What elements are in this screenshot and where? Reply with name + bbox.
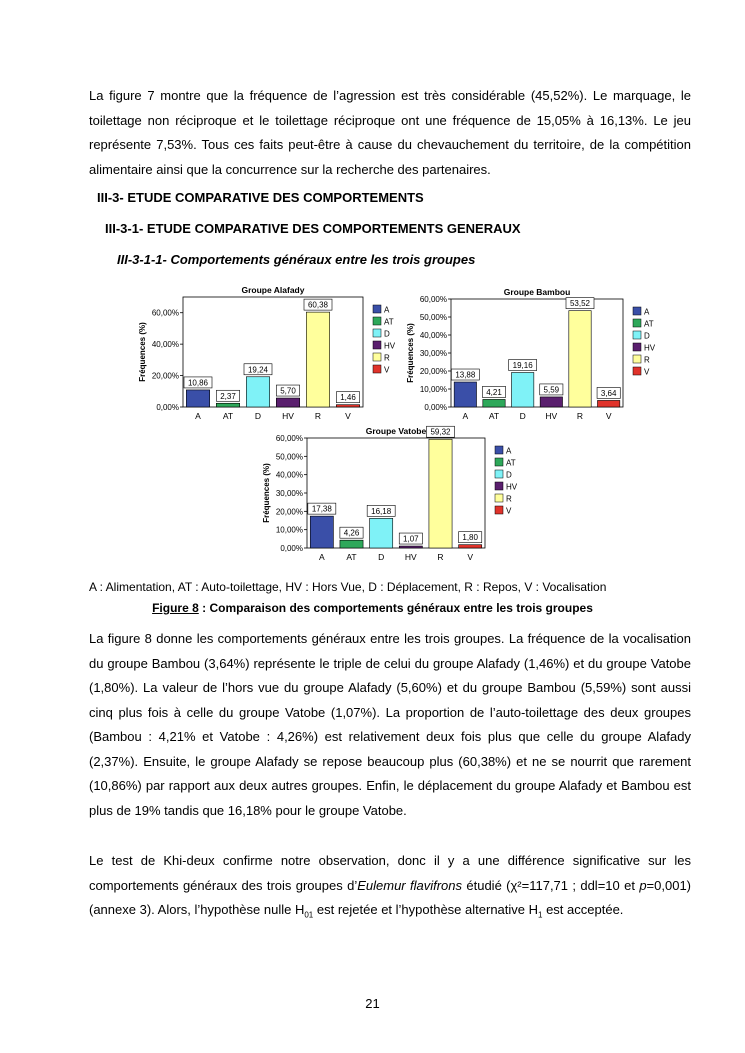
bar-hv <box>540 397 562 407</box>
y-tick-label: 30,00% <box>275 489 303 498</box>
x-tick-label: R <box>576 411 584 421</box>
legend-label: R <box>644 355 650 365</box>
bar-v <box>597 400 619 407</box>
bar-a <box>186 390 209 407</box>
y-tick-label: 20,00% <box>151 371 179 381</box>
data-label: 4,26 <box>343 528 360 538</box>
legend-label: D <box>644 331 650 341</box>
legend-label: AT <box>384 317 394 327</box>
chart-alafady <box>128 283 418 433</box>
legend-label: D <box>384 329 390 339</box>
data-label: 1,46 <box>340 393 356 403</box>
bar-a <box>310 516 333 548</box>
legend-label: R <box>384 353 390 363</box>
y-tick-label: 60,00% <box>151 308 179 318</box>
legend-label: R <box>506 494 512 504</box>
x-tick-label: A <box>195 411 201 421</box>
legend-swatch-r <box>373 353 381 361</box>
x-tick-label: V <box>605 411 612 421</box>
y-axis-label: Fréquences (%) <box>406 323 415 383</box>
legend-swatch-v <box>373 365 381 373</box>
x-tick-label: D <box>519 411 526 421</box>
bar-d <box>511 373 533 407</box>
x-tick-label: AT <box>488 411 500 421</box>
legend-swatch-r <box>495 494 503 502</box>
page-number: 21 <box>365 996 380 1011</box>
chi-text-3: =0,001) (annexe 3). Alors, l’hypothèse nulle H <box>89 877 691 917</box>
legend-label: D <box>506 470 512 480</box>
legend-label: A <box>384 305 390 315</box>
legend-swatch-d <box>373 329 381 337</box>
h0-subscript: 01 <box>304 910 314 920</box>
legend-label: V <box>644 367 650 377</box>
y-tick-label: 0,00% <box>280 544 303 553</box>
chart-title: Groupe Vatobe <box>365 426 427 436</box>
legend-swatch-d <box>633 331 641 339</box>
species-name: Eulemur flavifrons <box>357 877 463 893</box>
data-label: 10,86 <box>187 378 209 388</box>
x-tick-label: AT <box>222 411 234 421</box>
data-label: 19,16 <box>512 361 533 371</box>
legend-swatch-v <box>633 367 641 375</box>
data-label: 2,37 <box>220 391 236 401</box>
data-label: 16,18 <box>371 506 392 516</box>
data-label: 59,32 <box>430 427 451 437</box>
legend-swatch-d <box>495 470 503 478</box>
legend-label: V <box>384 365 390 375</box>
y-tick-label: 50,00% <box>275 452 303 462</box>
data-label: 3,64 <box>600 388 617 398</box>
y-tick-label: 20,00% <box>419 367 447 376</box>
legend-label: A <box>506 446 512 456</box>
legend-swatch-at <box>373 317 381 325</box>
data-label: 5,70 <box>280 386 296 396</box>
legend-swatch-hv <box>373 341 381 349</box>
y-axis-label: Fréquences (%) <box>262 463 271 523</box>
x-tick-label: R <box>314 411 322 421</box>
bar-d <box>370 518 393 548</box>
paragraph-chi-square <box>89 849 691 928</box>
data-label: 60,38 <box>307 300 329 310</box>
figure-caption-text: : Comparaison des comportements généraux entre les trois groupes <box>198 601 593 615</box>
data-label: 19,24 <box>247 365 269 375</box>
chi-text-4: est rejetée et l’hypothèse alternative H <box>313 902 539 917</box>
y-axis-label: Fréquences (%) <box>138 322 147 382</box>
bar-a <box>454 382 476 407</box>
legend-swatch-r <box>633 355 641 363</box>
legend-swatch-hv <box>495 482 503 490</box>
y-tick-label: 40,00% <box>151 340 179 350</box>
y-tick-label: 0,00% <box>156 403 179 412</box>
figure-label: Figure 8 <box>152 601 199 615</box>
data-label: 1,80 <box>462 533 478 543</box>
legend-label: HV <box>644 343 656 353</box>
bar-d <box>246 377 269 407</box>
legend-label: HV <box>506 482 518 492</box>
x-tick-label: V <box>467 552 474 562</box>
bar-r <box>306 312 329 407</box>
subsection-heading: III-3-1- ETUDE COMPARATIVE DES COMPORTEMENTS GENERAUX <box>105 221 521 236</box>
x-tick-label: A <box>462 411 469 421</box>
chi-text-1: Le test de Khi-deux confirme notre observation, donc il y a une différence significative sur les comportements généraux des trois groupes d’ <box>89 853 691 893</box>
legend-key: A : Alimentation, AT : Auto-toilettage, HV : Hors Vue, D : Déplacement, R : Repos, V : Vocalisation <box>89 580 607 594</box>
chi-text-2: étudié (χ²=117,71 ; ddl=10 et <box>462 877 640 893</box>
chart-vatobe <box>254 424 544 574</box>
y-tick-label: 50,00% <box>419 313 447 322</box>
x-tick-label: V <box>345 411 351 421</box>
paragraph-comparison: La figure 8 donne les comportements généraux entre les trois groupes. La fréquence de la vocalisation du groupe Bambou (3,64%) représente le triple de celui du groupe Alafady (1,46%) et du groupe Vatobe (1,80%). La valeur de l’hors vue du groupe Alafady (5,60%) et du groupe Bambou (5,59%) sont aussi cinq plus fois à celle du groupe Vatobe (1,07%). La proportion de l’auto-toilettage des deux groupes (Bambou : 4,21% et Vatobe : 4,26%) est relativement deux fois plus que celle du groupe Alafady (2,37%). Ensuite, le groupe Alafady se repose beaucoup plus (60,38%) et ne se nourrit que rarement (10,86%) par rapport aux deux autres groupes. Enfin, le déplacement du groupe Alafady et Bambou est plus de 19% tandis que 16,18% pour le groupe Vatobe. <box>89 631 691 818</box>
y-tick-label: 40,00% <box>419 331 447 340</box>
legend-swatch-v <box>495 506 503 514</box>
bar-at <box>340 540 363 548</box>
data-label: 13,88 <box>455 370 476 380</box>
y-tick-label: 60,00% <box>419 295 447 304</box>
data-label: 5,59 <box>543 385 560 395</box>
legend-label: AT <box>644 319 654 329</box>
h1-subscript: 1 <box>538 910 543 920</box>
bar-at <box>483 399 505 407</box>
figure-caption <box>0 601 745 615</box>
bar-hv <box>399 546 422 548</box>
data-label: 17,38 <box>311 504 332 514</box>
data-label: 4,21 <box>486 387 502 397</box>
x-tick-label: D <box>254 411 262 421</box>
legend-swatch-at <box>495 458 503 466</box>
y-tick-label: 10,00% <box>419 385 447 394</box>
y-tick-label: 40,00% <box>275 470 303 480</box>
legend-swatch-at <box>633 319 641 327</box>
chart-bambou <box>398 285 688 435</box>
section-heading: III-3- ETUDE COMPARATIVE DES COMPORTEMENTS <box>97 190 424 205</box>
legend-swatch-a <box>373 305 381 313</box>
legend-swatch-a <box>495 446 503 454</box>
bar-v <box>459 545 482 548</box>
x-tick-label: HV <box>282 411 294 421</box>
chi-text-5: est acceptée. <box>542 902 624 917</box>
bar-at <box>216 403 239 407</box>
legend-swatch-hv <box>633 343 641 351</box>
x-tick-label: R <box>437 552 444 562</box>
legend-label: A <box>644 307 650 317</box>
y-tick-label: 10,00% <box>275 525 303 535</box>
bar-v <box>336 405 359 407</box>
chart-title: Groupe Bambou <box>503 287 571 297</box>
x-tick-label: AT <box>346 552 357 562</box>
x-tick-label: HV <box>545 411 558 421</box>
bar-r <box>429 439 452 548</box>
y-tick-label: 60,00% <box>275 434 303 443</box>
data-label: 53,52 <box>569 299 591 309</box>
legend-label: AT <box>506 458 516 468</box>
intro-paragraph: La figure 7 montre que la fréquence de l’agression est très considérable (45,52%). Le marquage, le toilettage non réciproque et le toilettage réciproque ont une fréquence de 15,05% à 16,13%. Le jeu représente 7,53%. Tous ces faits peut-être à cause du chevauchement du territoire, de la compétition alimentaire ainsi que la concurrence sur la recherche des partenaires. <box>89 88 691 177</box>
x-tick-label: D <box>378 552 385 562</box>
legend-label: V <box>506 506 512 516</box>
legend-label: HV <box>384 341 396 351</box>
subsubsection-heading: III-3-1-1- Comportements généraux entre les trois groupes <box>117 252 476 267</box>
data-label: 1,07 <box>403 534 419 544</box>
bar-hv <box>276 398 299 407</box>
y-tick-label: 30,00% <box>419 349 447 358</box>
legend-swatch-a <box>633 307 641 315</box>
chart-title: Groupe Alafady <box>241 285 305 295</box>
y-tick-label: 0,00% <box>424 403 447 412</box>
y-tick-label: 20,00% <box>275 507 303 517</box>
x-tick-label: HV <box>404 552 417 562</box>
x-tick-label: A <box>318 552 325 562</box>
p-symbol: p <box>639 877 647 893</box>
bar-r <box>569 311 591 407</box>
